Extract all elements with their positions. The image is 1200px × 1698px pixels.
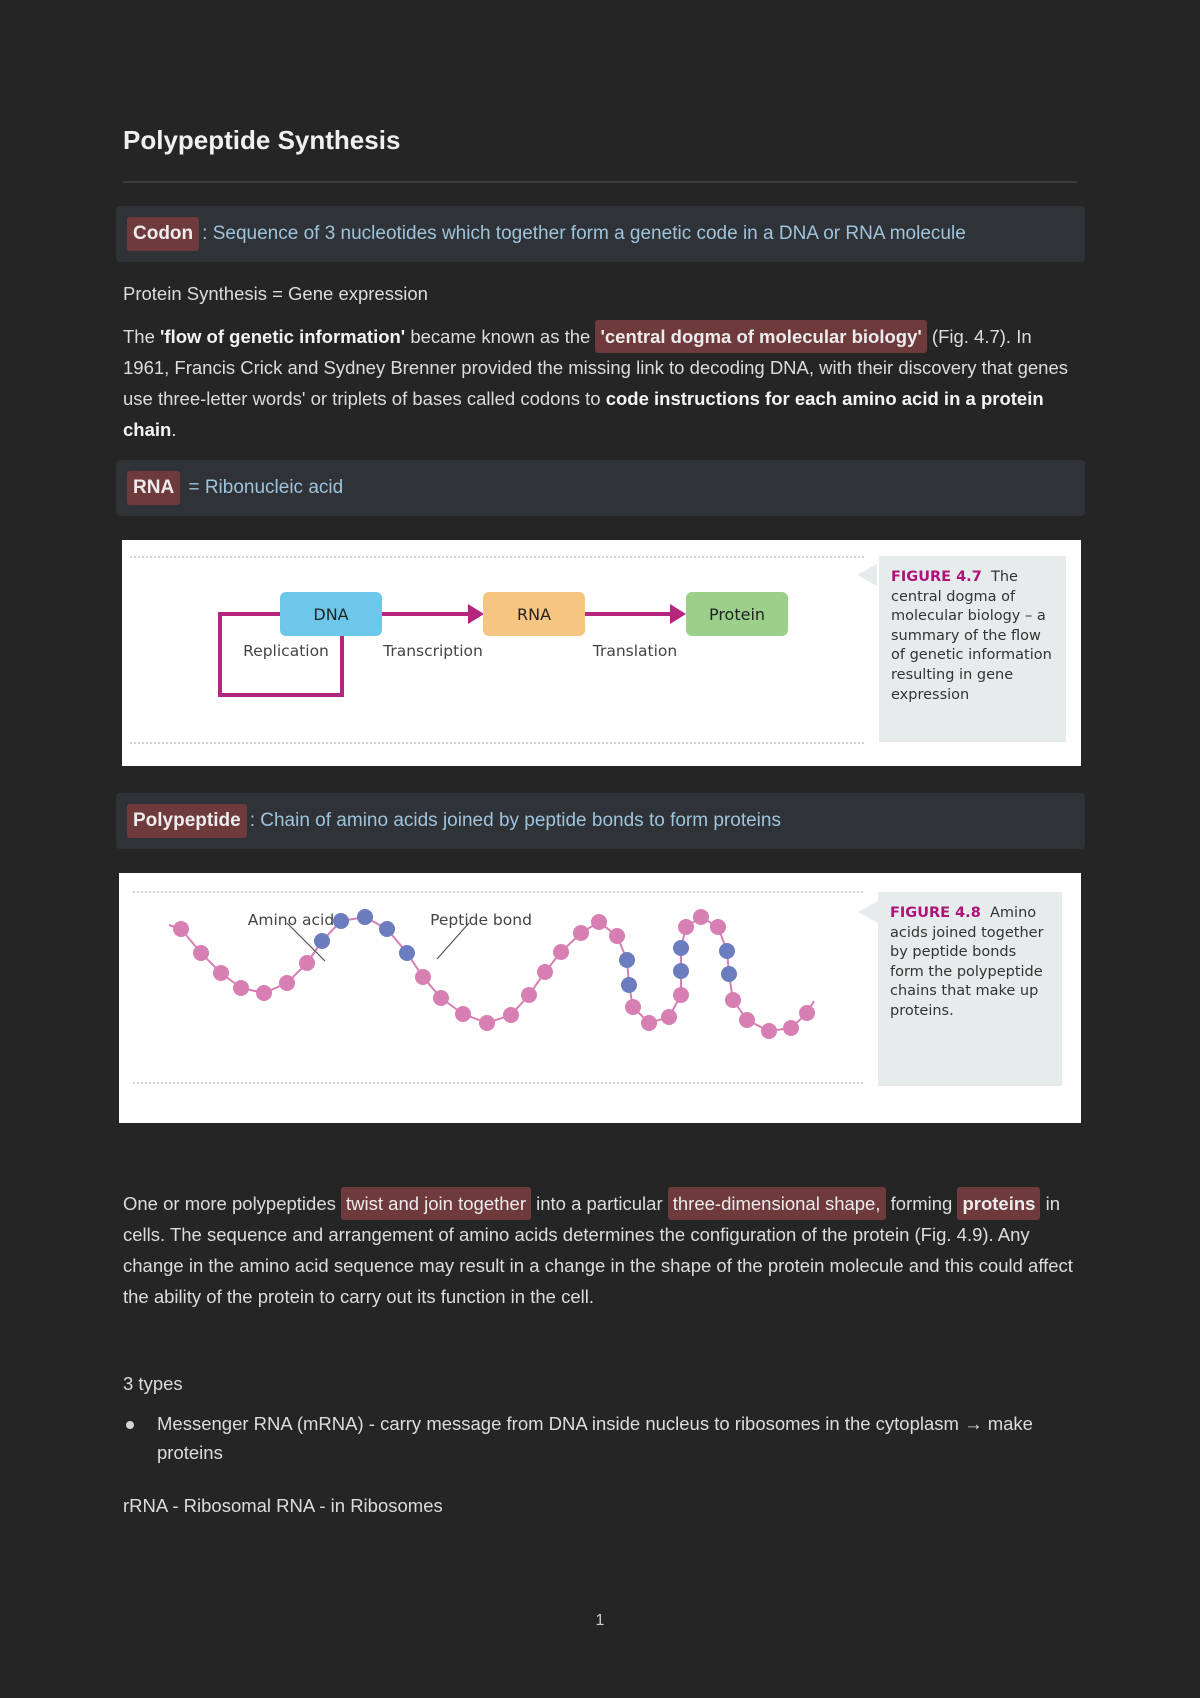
amino-acid-bead	[799, 1005, 815, 1021]
codon-callout	[116, 206, 1085, 262]
title-divider	[123, 181, 1077, 183]
figure-4-8-label: FIGURE 4.8	[890, 905, 981, 921]
amino-acid-bead	[379, 921, 395, 937]
bullet-dot	[126, 1421, 134, 1429]
flow-bold-1: 'flow of genetic information'	[160, 326, 406, 347]
figure-4-7-text: The central dogma of molecular biology – a summary of the flow of genetic information resulting in gene expression	[891, 569, 1052, 703]
amino-acid-bead	[625, 999, 641, 1015]
rna-callout	[116, 460, 1085, 516]
highlight-twist: twist and join together	[341, 1187, 531, 1220]
amino-acid-bead	[591, 914, 607, 930]
amino-acid-bead	[609, 928, 625, 944]
mrna-list-item: Messenger RNA (mRNA) - carry message from DNA inside nucleus to ribosomes in the cytoplasm → make proteins	[157, 1413, 1033, 1463]
amino-acid-bead	[521, 987, 537, 1003]
amino-acid-bead	[761, 1023, 777, 1039]
amino-acid-bead	[619, 952, 635, 968]
highlight-proteins: proteins	[957, 1187, 1040, 1220]
amino-acid-bead	[678, 919, 694, 935]
amino-acid-label: Amino acid	[247, 911, 335, 929]
amino-acid-bead	[233, 980, 249, 996]
amino-acid-bead	[693, 909, 709, 925]
shape-text-4: in cells. The sequence and arrangement of amino acids determines the configuration of the protein (Fig. 4.9). Any change in the amino acid sequence may result in a change in the shape of the protein molecule and this could affect the ability of the protein to carry out its function in the cell.	[123, 1193, 1073, 1307]
amino-acid-bead	[553, 944, 569, 960]
rrna-line: rRNA - Ribosomal RNA - in Ribosomes	[123, 1495, 443, 1516]
shape-text-2: into a particular	[530, 1193, 668, 1214]
amino-acid-bead	[256, 985, 272, 1001]
amino-acid-bead	[213, 965, 229, 981]
amino-acid-bead	[573, 925, 589, 941]
codon-definition: Sequence of 3 nucleotides which together form a genetic code in a DNA or RNA molecule	[212, 223, 966, 244]
amino-acid-bead	[641, 1015, 657, 1031]
amino-acid-bead	[710, 919, 726, 935]
amino-acid-bead	[721, 966, 737, 982]
page-number: 1	[595, 1612, 605, 1629]
flow-bold-2: code instructions for each amino acid in a protein chain	[123, 388, 1044, 440]
transcription-arrowhead	[468, 604, 484, 624]
polypeptide-callout	[116, 793, 1085, 849]
amino-acid-bead	[537, 964, 553, 980]
amino-acid-bead	[455, 1006, 471, 1022]
amino-acid-bead	[433, 990, 449, 1006]
flow-paragraph	[123, 321, 1073, 445]
codon-sep: :	[202, 223, 208, 244]
caption-notch	[857, 564, 877, 586]
protein-synthesis-line: Protein Synthesis = Gene expression	[123, 283, 428, 304]
flow-highlight-central-dogma: 'central dogma of molecular biology'	[595, 320, 926, 353]
highlight-3d-shape: three-dimensional shape,	[668, 1187, 886, 1220]
amino-acid-bead	[279, 975, 295, 991]
flow-text-1: The	[123, 326, 161, 347]
flow-text-4: .	[171, 419, 177, 440]
figure-4-8-text: Amino acids joined together by peptide bonds form the polypeptide chains that make up proteins.	[890, 905, 1044, 1019]
amino-acid-bead	[314, 933, 330, 949]
translation-arrowhead	[670, 604, 686, 624]
amino-acid-bead	[661, 1009, 677, 1025]
flow-text-2: became known as the	[405, 326, 596, 347]
amino-acid-bead	[193, 945, 209, 961]
amino-acid-bead	[673, 963, 689, 979]
figure-4-7-label: FIGURE 4.7	[891, 569, 982, 585]
caption-notch	[858, 901, 878, 923]
rna-definition: = Ribonucleic acid	[188, 477, 344, 498]
figure-4-7	[122, 540, 1081, 766]
amino-acid-bead	[173, 921, 189, 937]
rna-label: RNA	[516, 605, 552, 624]
peptide-bond-label: Peptide bond	[430, 911, 532, 929]
figure-4-7-caption	[879, 556, 1066, 742]
amino-acid-bead	[399, 945, 415, 961]
translation-label: Translation	[592, 642, 678, 660]
polypeptide-sep: :	[249, 810, 255, 831]
figure-4-8-caption	[878, 892, 1062, 1086]
polypeptide-term: Polypeptide	[127, 804, 247, 838]
amino-acid-bead	[673, 987, 689, 1003]
amino-acid-bead	[673, 940, 689, 956]
page-title: Polypeptide Synthesis	[123, 125, 401, 155]
shape-paragraph	[123, 1188, 1073, 1312]
amino-acid-bead	[739, 1012, 755, 1028]
figure-4-8	[119, 873, 1081, 1123]
dna-label: DNA	[313, 605, 349, 624]
protein-label: Protein	[708, 605, 766, 624]
amino-acid-bead	[357, 909, 373, 925]
codon-term: Codon	[127, 217, 199, 251]
amino-acid-bead	[503, 1007, 519, 1023]
polypeptide-definition: Chain of amino acids joined by peptide bonds to form proteins	[260, 810, 781, 831]
shape-text-3: forming	[885, 1193, 958, 1214]
shape-text-1: One or more polypeptides	[123, 1193, 342, 1214]
amino-acid-bead	[479, 1015, 495, 1031]
amino-acid-bead	[621, 977, 637, 993]
amino-acid-bead	[719, 943, 735, 959]
amino-acid-bead	[333, 913, 349, 929]
amino-acid-bead	[415, 969, 431, 985]
amino-acid-bead	[725, 992, 741, 1008]
flow-text-3: (Fig. 4.7). In 1961, Francis Crick and Sydney Brenner provided the missing link to decoding DNA, with their discovery that genes use three-letter words' or triplets of bases called codons to	[123, 326, 1068, 409]
amino-acid-bead	[299, 955, 315, 971]
rna-term: RNA	[127, 471, 180, 505]
amino-acid-bead	[783, 1020, 799, 1036]
replication-label: Replication	[243, 642, 329, 660]
types-heading: 3 types	[123, 1373, 183, 1394]
transcription-label: Transcription	[383, 642, 483, 660]
